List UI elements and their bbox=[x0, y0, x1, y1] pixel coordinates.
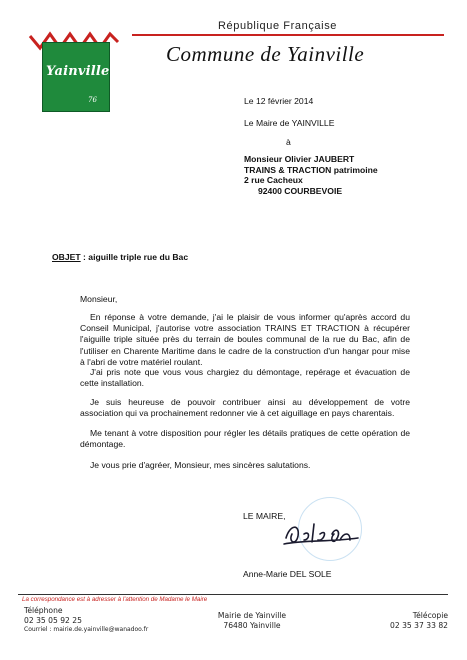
address-line: Mairie de Yainville bbox=[217, 611, 287, 620]
body-paragraph: Me tenant à votre disposition pour régler les détails pratiques de cette opération de démontage. bbox=[80, 428, 410, 450]
republic-heading: République Française bbox=[218, 20, 338, 32]
footer-divider bbox=[18, 594, 448, 595]
commune-logo bbox=[28, 26, 120, 112]
email-line: Courriel : mairie.de.yainville@wanadoo.fr bbox=[24, 626, 149, 634]
handwritten-signature bbox=[280, 512, 360, 552]
recipient-line: TRAINS & TRACTION patrimoine bbox=[244, 164, 378, 175]
phone-label: Téléphone bbox=[24, 606, 63, 615]
body-paragraph: J'ai pris note que vous vous chargiez du démontage, repérage et évacuation de cette installation. bbox=[80, 367, 410, 389]
footer-phone-block bbox=[24, 606, 148, 635]
body-paragraph: En réponse à votre demande, j'ai le plaisir de vous informer qu'après accord du Conseil Municipal, j'autorise votre association TRAINS ET TRACTION à récupérer l'aiguille triple située près du terrain de boules communal de la rue du Bac, afin de l'utiliser en Charente Maritime dans le cadre de la construction d'un hangar pour mise à l'abri de votre matériel roulant. bbox=[80, 312, 410, 367]
letter-date: Le 12 février 2014 bbox=[244, 96, 314, 106]
fax-number: 02 35 37 33 82 bbox=[390, 620, 448, 630]
footer-fax-block bbox=[372, 611, 448, 630]
fax-label: Télécopie bbox=[412, 611, 448, 620]
letter-sender: Le Maire de YAINVILLE bbox=[244, 118, 335, 128]
letter-subject bbox=[52, 252, 188, 262]
subject-label: OBJET bbox=[52, 252, 81, 262]
body-paragraph: Je vous prie d'agréer, Monsieur, mes sincères salutations. bbox=[90, 460, 311, 470]
address-line: 76480 Yainville bbox=[223, 620, 281, 630]
header-divider bbox=[132, 34, 444, 36]
commune-title: Commune de Yainville bbox=[166, 42, 365, 66]
salutation: Monsieur, bbox=[80, 294, 118, 304]
letter-to-marker: à bbox=[286, 137, 291, 147]
recipient-line: 92400 COURBEVOIE bbox=[258, 185, 343, 196]
signatory-name: Anne-Marie DEL SOLE bbox=[243, 569, 332, 579]
footer-note: La correspondance est à adresser à l'attention de Madame le Maire bbox=[22, 596, 208, 603]
footer-address-block bbox=[196, 611, 308, 630]
logo-name: Yainville bbox=[46, 64, 110, 79]
subject-text: : aiguille triple rue du Bac bbox=[80, 252, 189, 262]
signature-title: LE MAIRE, bbox=[243, 511, 286, 521]
recipient-address bbox=[244, 154, 378, 196]
phone-number: 02 35 05 92 25 bbox=[24, 615, 82, 625]
recipient-line: Monsieur Olivier JAUBERT bbox=[244, 154, 355, 164]
body-paragraph: Je suis heureuse de pouvoir contribuer ainsi au développement de votre association qui va prochainement redonner vie à cet aiguillage en pays charentais. bbox=[80, 397, 410, 419]
recipient-line: 2 rue Cacheux bbox=[244, 175, 303, 186]
logo-department: 76 bbox=[88, 96, 97, 104]
